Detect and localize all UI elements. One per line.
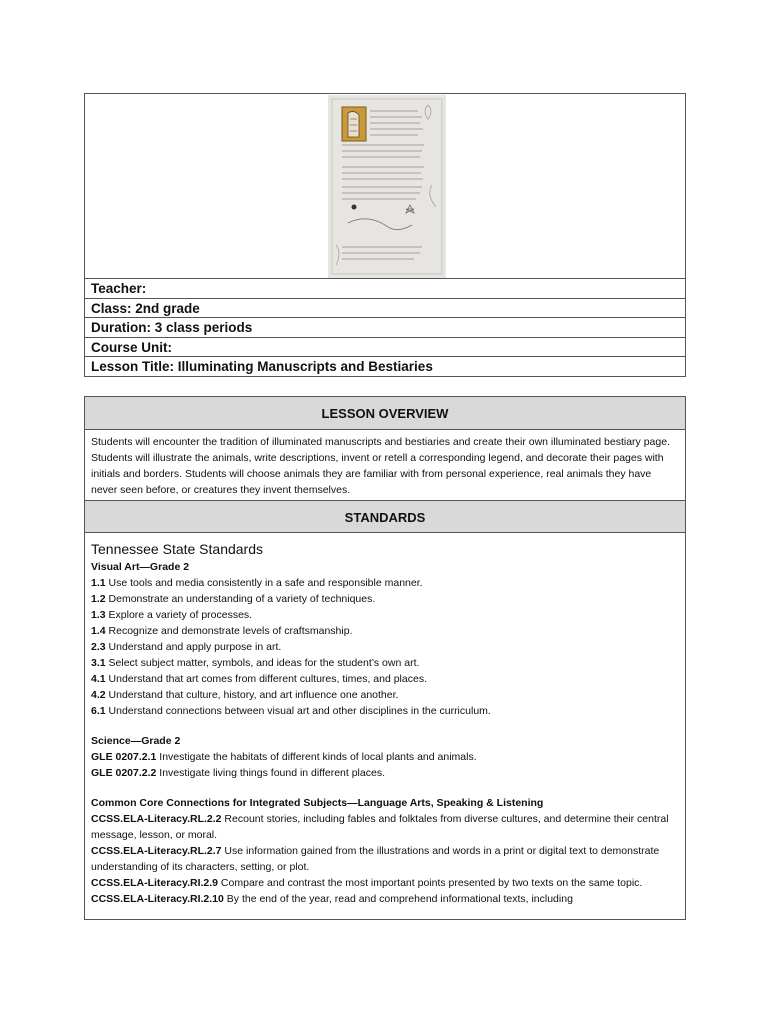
standard-item — [91, 671, 679, 687]
spacer — [91, 719, 679, 733]
standards-heading: STANDARDS — [85, 500, 685, 533]
standards-title: Tennessee State Standards — [91, 541, 264, 557]
lesson-title-row: Lesson Title: Illuminating Manuscripts and Bestiaries — [91, 359, 433, 374]
standard-text: Understand and apply purpose in art. — [105, 641, 282, 653]
lesson-body-table — [84, 396, 686, 920]
standard-item — [91, 703, 679, 719]
teacher-row: Teacher: — [85, 279, 685, 299]
standard-item — [91, 749, 679, 765]
standard-text: Select subject matter, symbols, and ideas for the student’s own art. — [105, 657, 420, 669]
manuscript-sample-image — [328, 95, 446, 278]
standard-item — [91, 765, 679, 781]
standard-item — [91, 875, 679, 891]
standard-item — [91, 623, 679, 639]
common-core-list — [91, 811, 679, 907]
course-unit-row: Course Unit: — [85, 338, 685, 358]
overview-heading: LESSON OVERVIEW — [85, 397, 685, 430]
standard-code: 4.1 — [91, 673, 106, 685]
standard-code: 6.1 — [91, 705, 106, 717]
standard-item — [91, 639, 679, 655]
standard-code: CCSS.ELA-Literacy.RL.2.2 — [91, 813, 222, 825]
standard-code: 1.4 — [91, 625, 106, 637]
standard-code: GLE 0207.2.1 — [91, 751, 157, 763]
standard-item — [91, 843, 679, 875]
standard-text: Explore a variety of processes. — [105, 609, 253, 621]
standard-item — [91, 655, 679, 671]
standard-text: Recognize and demonstrate levels of craftsmanship. — [105, 625, 353, 637]
standard-text: By the end of the year, read and comprehend informational texts, including — [223, 893, 573, 905]
standard-text: Investigate the habitats of different kinds of local plants and animals. — [156, 751, 477, 763]
standard-text: Use information gained from the illustrations and words in a print or digital text to demonstrate understanding of its characters, setting, or plot. — [91, 845, 660, 873]
illustration-cell — [85, 94, 685, 279]
standard-text: Recount stories, including fables and folktales from diverse cultures, and determine their central message, lesson, or moral. — [91, 813, 669, 841]
standard-code: 4.2 — [91, 689, 106, 701]
common-core-heading: Common Core Connections for Integrated Subjects—Language Arts, Speaking & Listening — [91, 797, 544, 809]
standard-item — [91, 811, 679, 843]
standard-text: Demonstrate an understanding of a variety of techniques. — [105, 593, 376, 605]
visual-art-list — [91, 575, 679, 719]
overview-text: Students will encounter the tradition of illuminated manuscripts and bestiaries and create their own illuminated bestiary page. Students will illustrate the animals, write descriptions, invent or retell a corresponding legend, and decorate their pages with initials and borders. Students will choose animals they are familiar with from personal experience, real animals they have never seen before, or creatures they invent themselves. — [91, 436, 670, 496]
standard-code: CCSS.ELA-Literacy.RI.2.10 — [91, 893, 224, 905]
standard-code: 1.1 — [91, 577, 106, 589]
science-list — [91, 749, 679, 781]
lesson-header-table — [84, 93, 686, 377]
standard-text: Compare and contrast the most important points presented by two texts on the same topic. — [218, 877, 643, 889]
standard-code: CCSS.ELA-Literacy.RI.2.9 — [91, 877, 219, 889]
standard-item — [91, 891, 679, 907]
standard-item — [91, 591, 679, 607]
standard-code: 2.3 — [91, 641, 106, 653]
standard-text: Investigate living things found in different places. — [156, 767, 385, 779]
standard-text: Understand connections between visual art and other disciplines in the curriculum. — [105, 705, 491, 717]
standard-text: Understand that art comes from different cultures, times, and places. — [105, 673, 427, 685]
standard-code: 1.2 — [91, 593, 106, 605]
standard-item — [91, 687, 679, 703]
spacer — [91, 781, 679, 795]
standards-content — [85, 533, 685, 907]
standard-code: GLE 0207.2.2 — [91, 767, 157, 779]
standard-code: 1.3 — [91, 609, 106, 621]
class-row: Class: 2nd grade — [85, 299, 685, 319]
science-heading: Science—Grade 2 — [91, 735, 181, 747]
visual-art-heading: Visual Art—Grade 2 — [91, 561, 190, 573]
standard-text: Use tools and media consistently in a safe and responsible manner. — [105, 577, 423, 589]
duration-row: Duration: 3 class periods — [85, 318, 685, 338]
standard-item — [91, 575, 679, 591]
standard-code: 3.1 — [91, 657, 106, 669]
standard-text: Understand that culture, history, and art influence one another. — [105, 689, 399, 701]
standard-item — [91, 607, 679, 623]
standard-code: CCSS.ELA-Literacy.RL.2.7 — [91, 845, 222, 857]
